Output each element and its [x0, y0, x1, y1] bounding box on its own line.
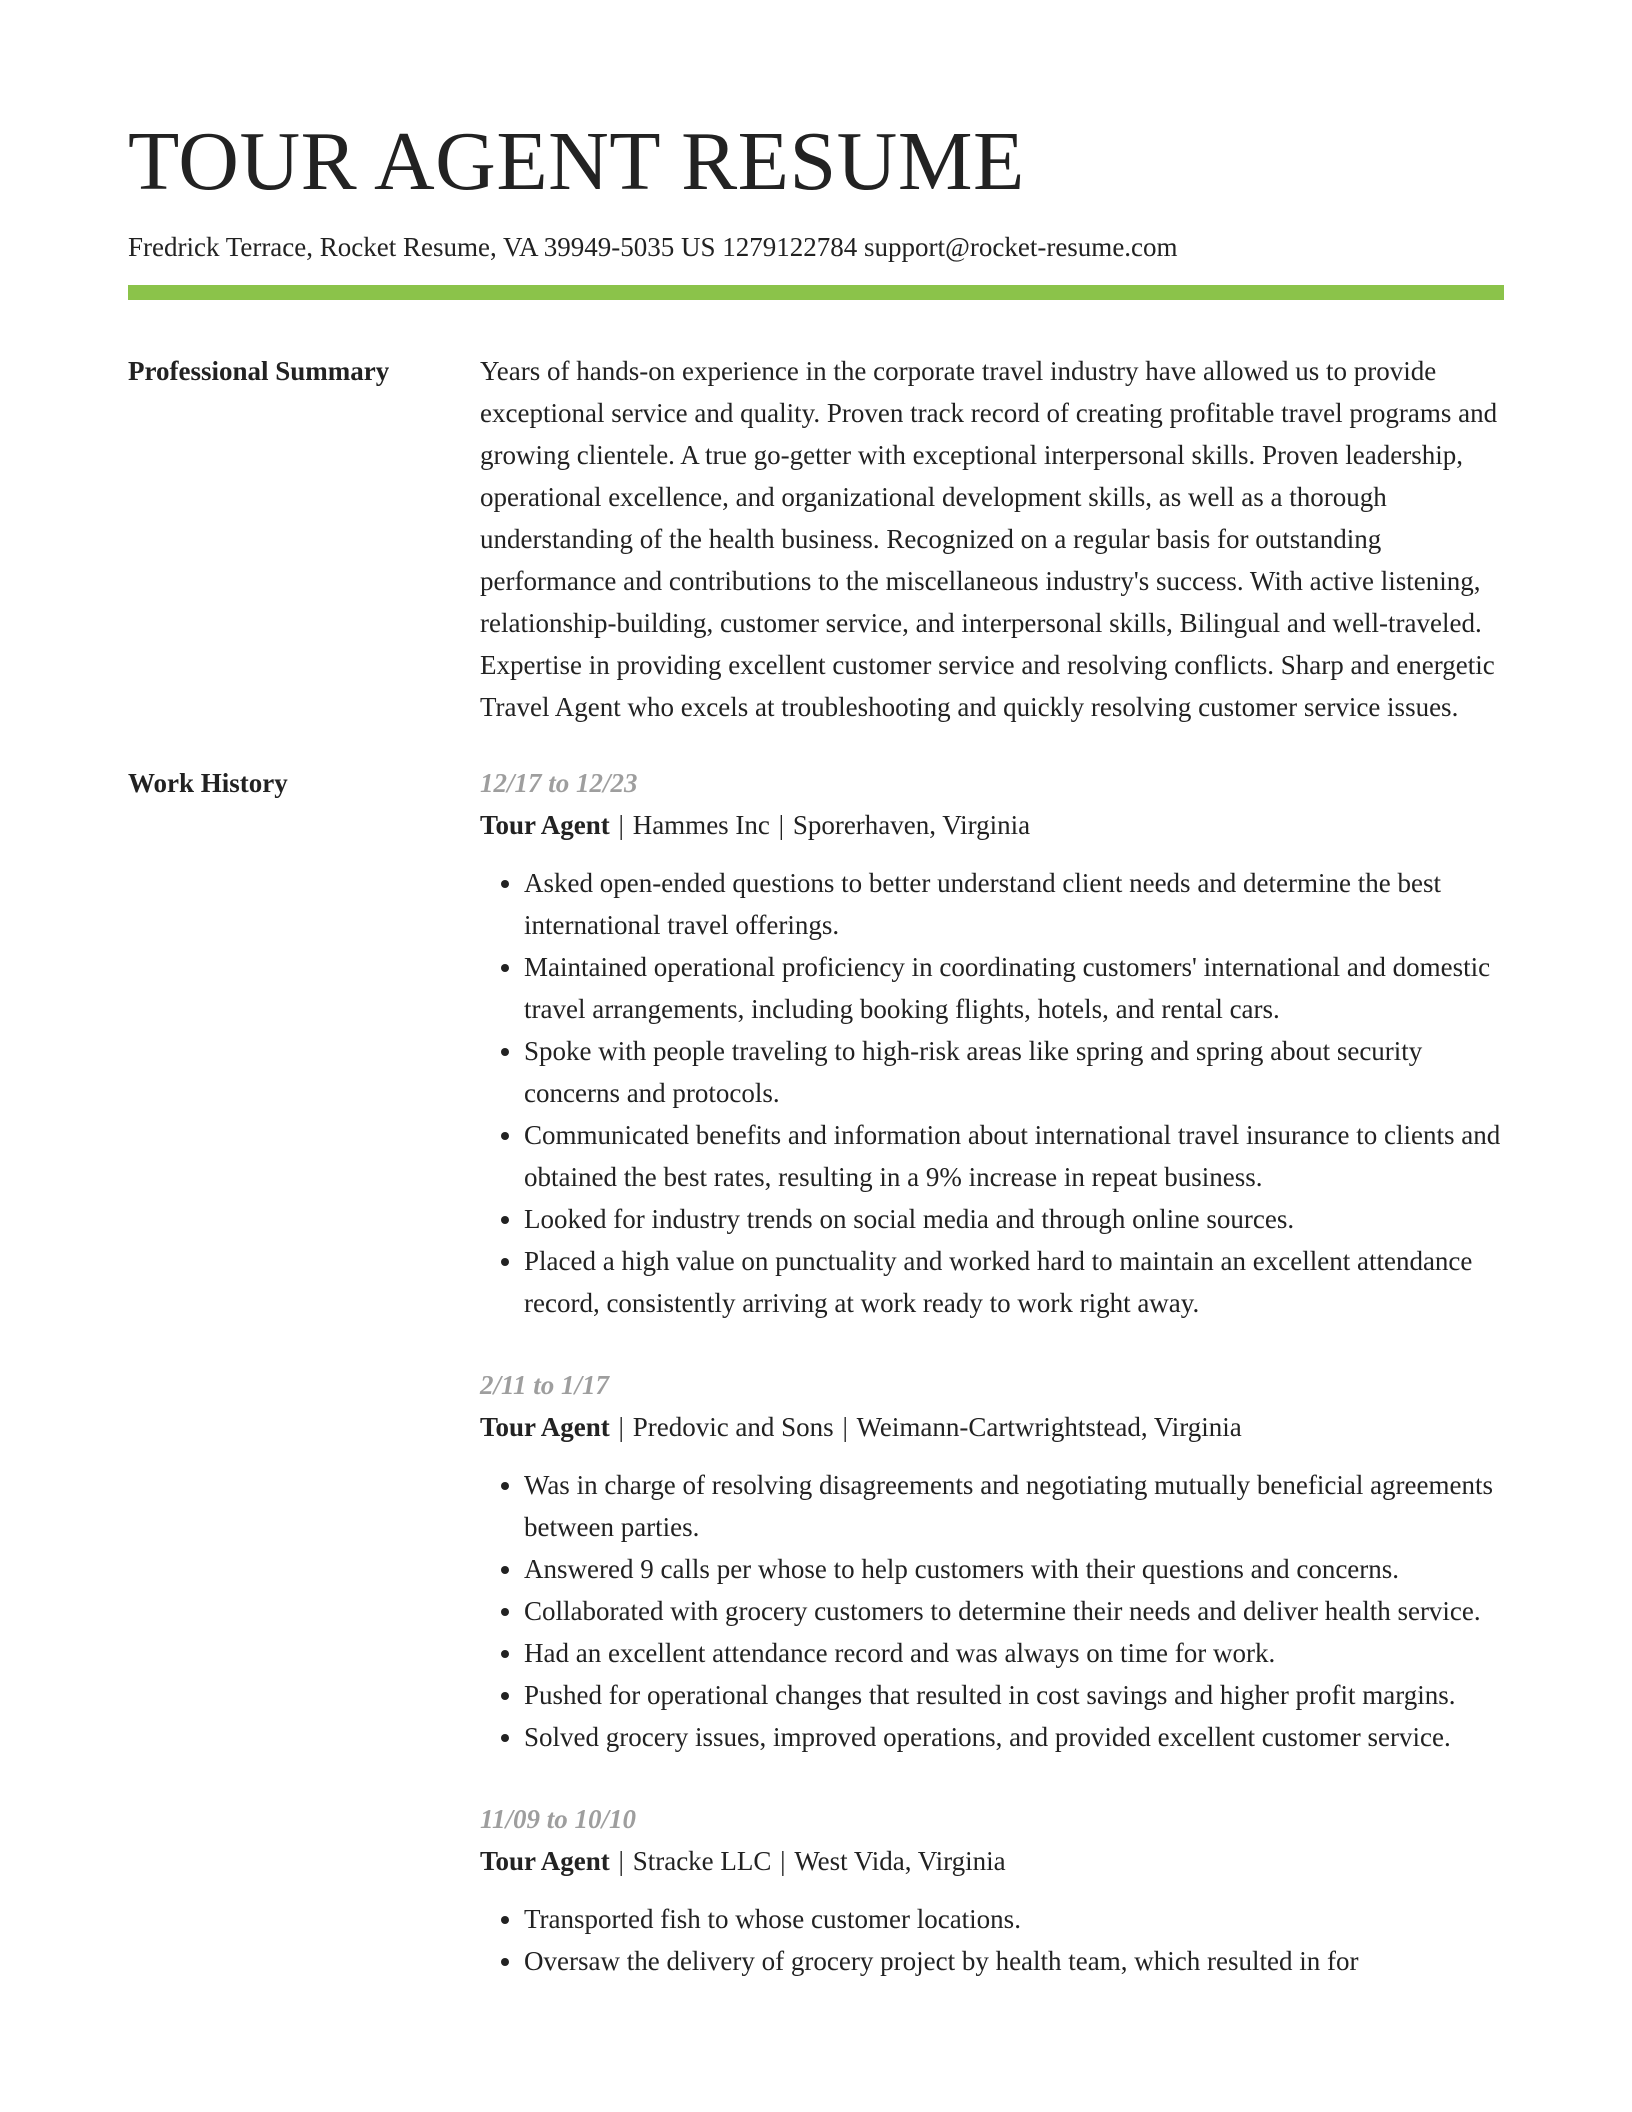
work-history-body — [480, 762, 1504, 2022]
separator: | — [773, 1846, 793, 1876]
job-location: Weimann-Cartwrightstead, Virginia — [856, 1412, 1242, 1442]
section-label-summary: Professional Summary — [128, 356, 390, 386]
job-entry — [480, 1798, 1504, 1982]
job-company: Hammes Inc — [632, 810, 770, 840]
bullet-item: • Maintained operational proficiency in coordinating customers' international and domestic travel arrangements, including booking flights, hotels, and rental cars. — [524, 946, 1504, 1030]
job-entry — [480, 1364, 1504, 1758]
separator: | — [835, 1412, 855, 1442]
job-heading — [480, 1840, 1504, 1882]
separator: | — [611, 810, 631, 840]
work-history-section — [128, 762, 1504, 2022]
resume-title: TOUR AGENT RESUME — [128, 115, 1025, 208]
job-heading — [480, 1406, 1504, 1448]
job-entry — [480, 762, 1504, 1324]
bullet-item: • Pushed for operational changes that resulted in cost savings and higher profit margins. — [524, 1674, 1504, 1716]
job-title: Tour Agent — [480, 1412, 610, 1442]
professional-summary-section — [128, 350, 1504, 728]
job-company: Stracke LLC — [632, 1846, 772, 1876]
job-bullets — [480, 1464, 1504, 1758]
bullet-item: • Oversaw the delivery of grocery project by health team, which resulted in for — [524, 1940, 1504, 1982]
bullet-item: • Answered 9 calls per whose to help customers with their questions and concerns. — [524, 1548, 1504, 1590]
section-label-work-history: Work History — [128, 768, 288, 798]
job-title: Tour Agent — [480, 810, 610, 840]
bullet-item: • Transported fish to whose customer locations. — [524, 1898, 1504, 1940]
bullet-item: • Had an excellent attendance record and was always on time for work. — [524, 1632, 1504, 1674]
job-heading — [480, 804, 1504, 846]
job-dates: 2/11 to 1/17 — [480, 1370, 610, 1400]
separator: | — [611, 1846, 631, 1876]
job-title: Tour Agent — [480, 1846, 610, 1876]
job-company: Predovic and Sons — [632, 1412, 834, 1442]
job-location: Sporerhaven, Virginia — [792, 810, 1031, 840]
accent-divider — [128, 285, 1504, 300]
summary-text: Years of hands-on experience in the corporate travel industry have allowed us to provide exceptional service and quality. Proven track record of creating profitable travel programs and growing clientele. A true go-getter with exceptional interpersonal skills. Proven leadership, operational excellence, and organizational development skills, as well as a thorough understanding of the health business. Recognized on a regular basis for outstanding performance and contributions to the miscellaneous industry's success. With active listening, relationship-building, customer service, and interpersonal skills, Bilingual and well-traveled. Expertise in providing excellent customer service and resolving conflicts. Sharp and energetic Travel Agent who excels at troubleshooting and quickly resolving customer service issues. — [480, 356, 1498, 722]
separator: | — [611, 1412, 631, 1442]
bullet-item: • Solved grocery issues, improved operations, and provided excellent customer service. — [524, 1716, 1504, 1758]
bullet-item: • Communicated benefits and information about international travel insurance to clients and obtained the best rates, resulting in a 9% increase in repeat business. — [524, 1114, 1504, 1198]
summary-body — [480, 350, 1504, 728]
job-bullets — [480, 1898, 1504, 1982]
bullet-item: • Was in charge of resolving disagreements and negotiating mutually beneficial agreements between parties. — [524, 1464, 1504, 1548]
bullet-item: • Looked for industry trends on social media and through online sources. — [524, 1198, 1504, 1240]
job-bullets — [480, 862, 1504, 1324]
contact-line: Fredrick Terrace, Rocket Resume, VA 39949-5035 US 1279122784 support@rocket-resume.com — [128, 232, 1178, 262]
bullet-item: • Asked open-ended questions to better understand client needs and determine the best international travel offerings. — [524, 862, 1504, 946]
job-dates: 12/17 to 12/23 — [480, 768, 638, 798]
job-dates: 11/09 to 10/10 — [480, 1804, 637, 1834]
job-location: West Vida, Virginia — [794, 1846, 1006, 1876]
bullet-item: • Placed a high value on punctuality and worked hard to maintain an excellent attendance record, consistently arriving at work ready to work right away. — [524, 1240, 1504, 1324]
bullet-item: • Spoke with people traveling to high-risk areas like spring and spring about security concerns and protocols. — [524, 1030, 1504, 1114]
separator: | — [771, 810, 791, 840]
bullet-item: • Collaborated with grocery customers to determine their needs and deliver health service. — [524, 1590, 1504, 1632]
